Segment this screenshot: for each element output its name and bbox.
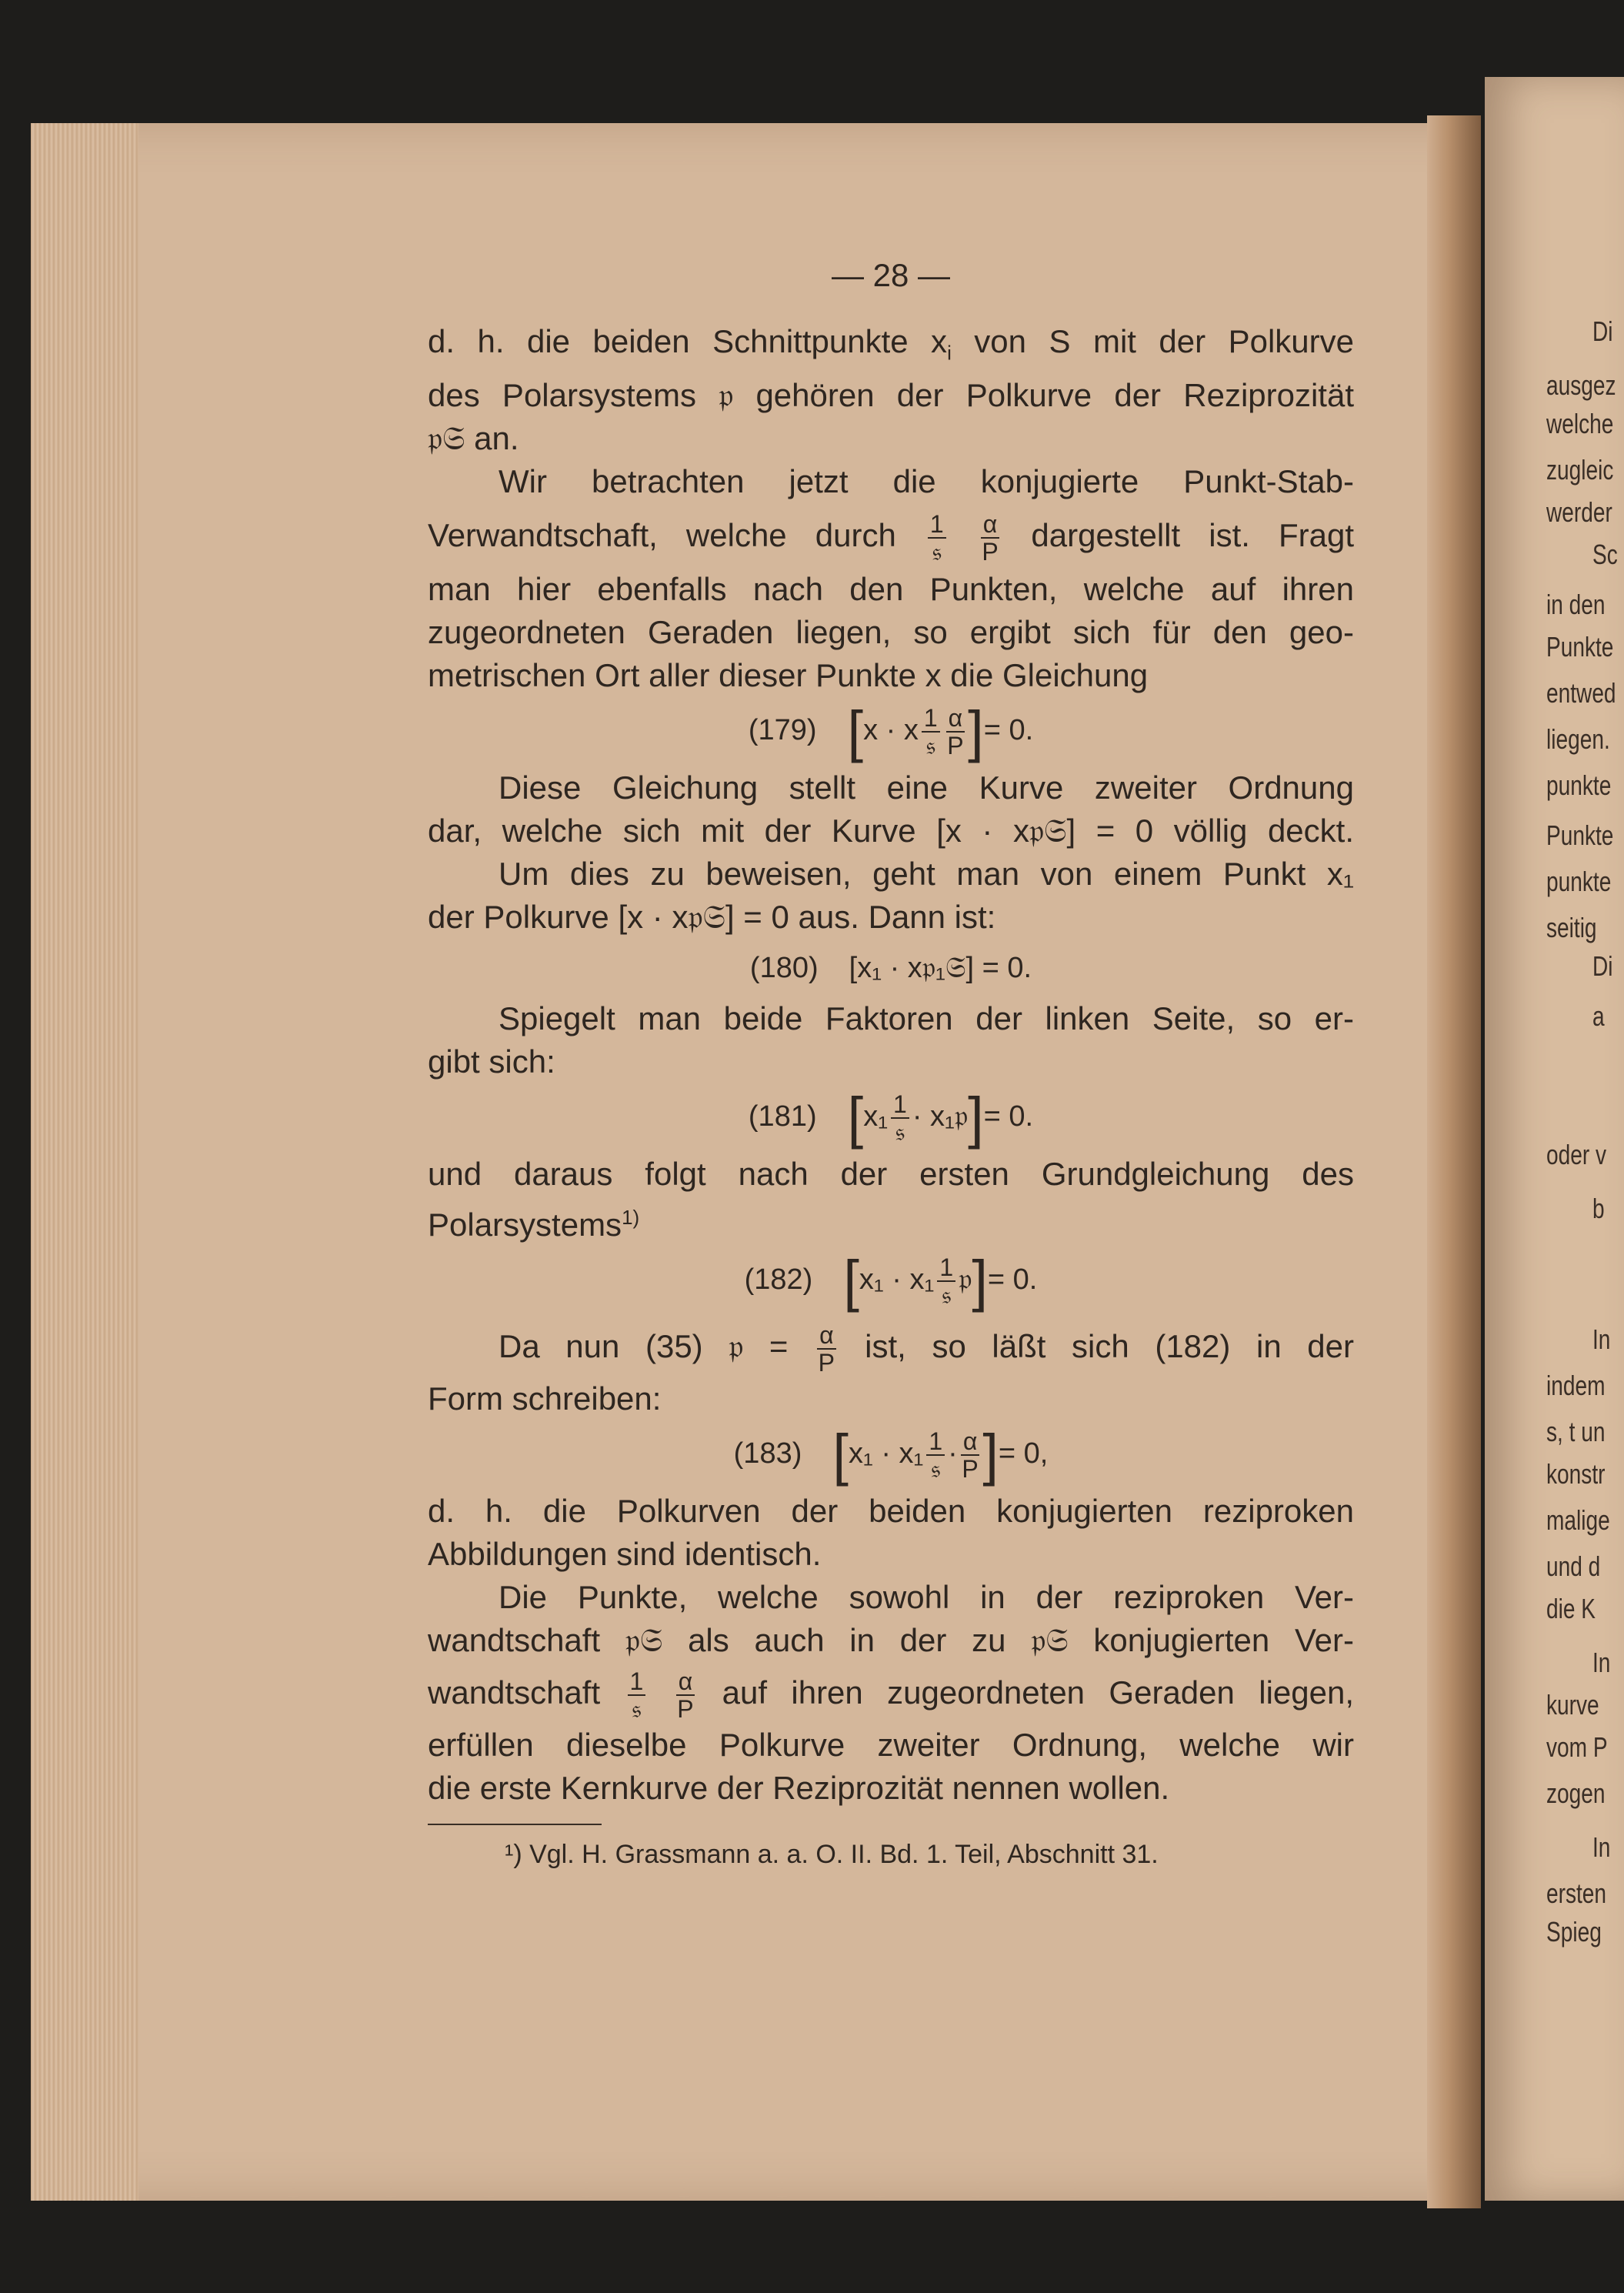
neighbor-text-fragment: punkte [1546,769,1612,801]
neighbor-text-fragment: seitig [1546,912,1597,943]
neighbor-text-fragment: malige [1546,1504,1610,1536]
neighbor-text-fragment: Di [1592,950,1613,982]
equation-182: (182) [x₁ · x₁ $\frac{1}{\text{𝔰}}$ 𝔭]= 0. [744,1249,1038,1313]
neighbor-text-fragment: s, t un [1546,1416,1606,1447]
neighbor-text-fragment: die K [1546,1593,1596,1624]
neighbor-text-fragment: und d [1546,1550,1601,1582]
neighbor-text-fragment: Sc [1592,539,1618,570]
fraction: $\frac{\alpha}{P}$ [982,510,999,566]
equation-181: (181) [x₁ $\frac{1}{\text{𝔰}}$ · x₁𝔭]= 0. [748,1086,1034,1150]
neighbor-text-fragment: werder [1546,496,1612,528]
page-edges [31,123,138,2201]
text-line: Da nun (35) 𝔭 = $\frac{\alpha}{P}$ ist, so läßt sich (182) in der [499,1321,1354,1377]
text-line: des Polarsystems 𝔭 gehören der Polkurve der Reziprozität [428,377,1354,414]
page-number: — 28 — [831,257,951,293]
neighbor-text-fragment: welche [1546,408,1614,439]
neighbor-text-fragment: ersten [1546,1877,1607,1909]
equation-183: (183) [x₁ · x₁ $\frac{1}{\text{𝔰}}$ · $\frac{\alpha}{P}$ ]= 0, [733,1423,1049,1487]
neighbor-text-fragment: Punkte [1546,631,1614,663]
text-line: d. h. die beiden Schnittpunkte $x_i$ von S mit der Polkurve [428,323,1354,365]
text-line: Um dies zu beweisen, geht man von einem Punkt x₁ [499,856,1354,893]
neighbor-text-fragment: indem [1546,1370,1606,1401]
text-line: und daraus folgt nach der ersten Grundgleichung des [428,1156,1354,1193]
neighbor-text-fragment: konstr [1546,1458,1606,1490]
text-line: erfüllen dieselbe Polkurve zweiter Ordnung, welche wir [428,1727,1354,1764]
neighbor-text-fragment: in den [1546,589,1606,620]
neighbor-text-fragment: Di [1592,315,1613,347]
equation-179: (179) [x · x $\frac{1}{\text{𝔰}}$ $\frac{\alpha}{P}$ ]= 0. [748,699,1034,764]
text-line: dar, welche sich mit der Kurve [x · x𝔭𝔖] = 0 völlig deckt. [428,813,1354,849]
fraction: $\frac{1}{\text{𝔰}}$ [928,511,946,565]
text-line: der Polkurve [x · x𝔭𝔖] = 0 aus. Dann ist: [428,899,996,936]
text-line: Spiegelt man beide Faktoren der linken Seite, so er- [499,1000,1354,1037]
equation-180: (180) [x₁ · x𝔭₁𝔖] = 0. [749,952,1032,985]
neighbor-text-fragment: entwed [1546,677,1616,709]
neighbor-text-fragment: Spieg [1546,1916,1602,1948]
neighbor-text-fragment: kurve [1546,1689,1599,1721]
text-column [428,254,1354,1876]
neighbor-text-fragment: a [1592,1000,1605,1032]
footnote-mark: 1) [622,1206,640,1230]
text-line: Wir betrachten jetzt die konjugierte Punkt-Stab- [499,463,1354,500]
text-line: wandtschaft $\frac{1}{\text{𝔰}}$ $\frac{\alpha}{P}$ auf ihren zugeordneten Geraden liegen, [428,1667,1355,1724]
text-line: die erste Kernkurve der Reziprozität nennen wollen. [428,1770,1170,1807]
neighbor-text-fragment: oder v [1546,1139,1607,1170]
text-line: zugeordneten Geraden liegen, so ergibt sich für den geo- [428,614,1354,651]
neighbor-text-fragment: ausgez [1546,369,1616,401]
neighbor-text-fragment: zugleic [1546,454,1614,486]
text-line: Verwandtschaft, welche durch $\frac{1}{\text{𝔰}}$ $\frac{\alpha}{P}$ dargestellt ist. Fragt [428,510,1355,566]
neighbor-text-fragment: In [1592,1831,1611,1863]
neighbor-text-fragment: Punkte [1546,819,1614,851]
footnote-rule [428,1824,602,1825]
neighbor-text-fragment: zogen [1546,1777,1606,1809]
text-line: Diese Gleichung stellt eine Kurve zweiter Ordnung [499,769,1354,806]
text-line: d. h. die Polkurven der beiden konjugierten reziproken [428,1493,1354,1530]
neighbor-text-fragment: In [1592,1647,1611,1678]
text-line: Abbildungen sind identisch. [428,1536,822,1573]
text-line: man hier ebenfalls nach den Punkten, welche auf ihren [428,571,1354,608]
text-line: 𝔭𝔖 an. [428,420,519,457]
text-line: metrischen Ort aller dieser Punkte x die Gleichung [428,657,1149,694]
neighbor-text-fragment: punkte [1546,866,1612,897]
neighbor-text-fragment: b [1592,1193,1605,1224]
book-gutter [1427,115,1481,2208]
text-line: Form schreiben: [428,1380,662,1417]
neighbor-text-fragment: vom P [1546,1731,1608,1763]
neighbor-text-fragment: In [1592,1323,1611,1355]
text-line: Polarsystems$^{1)}$ [428,1206,640,1243]
text-line: wandtschaft 𝔭𝔖 als auch in der zu 𝔭𝔖 konjugierten Ver- [428,1622,1354,1659]
text-line: gibt sich: [428,1043,555,1080]
footnote: ¹) Vgl. H. Grassmann a. a. O. II. Bd. 1. Teil, Abschnitt 31. [505,1840,1159,1870]
text-line: Die Punkte, welche sowohl in der reziproken Ver- [499,1579,1354,1616]
neighbor-text-fragment: liegen. [1546,723,1610,755]
